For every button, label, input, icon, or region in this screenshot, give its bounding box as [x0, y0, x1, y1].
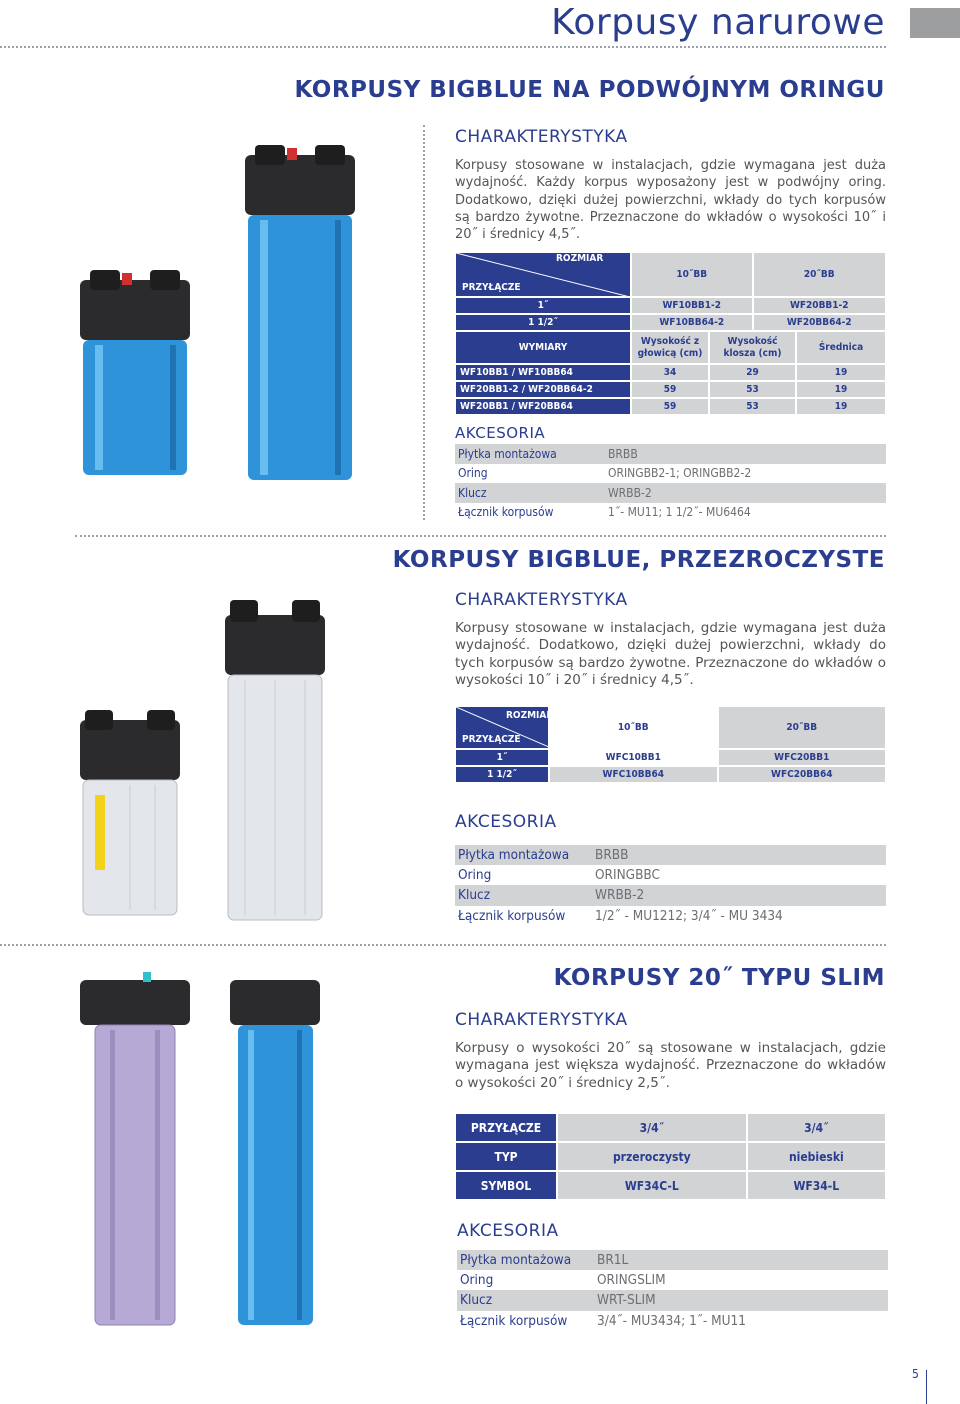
section1-spec-table: [454, 251, 887, 416]
dims-cell: 59: [632, 382, 708, 397]
table-cell: WF34C-L: [558, 1172, 746, 1199]
dims-header: Wysokość klosza (cm): [710, 332, 795, 363]
table-cell: WFC10BB1: [550, 750, 717, 765]
table-row-label: SYMBOL: [456, 1172, 556, 1199]
table-corner-cell: [456, 253, 630, 296]
accessory-label: Klucz: [458, 887, 491, 904]
clear-housing-10-icon: [80, 710, 180, 915]
accessory-value: WRBB-2: [595, 887, 645, 904]
table-col-header: 10˝BB: [550, 707, 717, 748]
accessory-value: ORINGBB2-1; ORINGBB2-2: [608, 466, 752, 481]
section2-description: Korpusy stosowane w instalacjach, gdzie wymagana jest duża wydajność. Dodatkowo, dzięki dużej powierzchni, wkłady do tych korpusów są bardzo żywotne. Przeznaczone do wkładów o wysokości 10˝ i 20˝ i średnicy 4,5˝.: [455, 620, 886, 688]
dims-header: Wysokość z głowicą (cm): [632, 332, 708, 363]
section1-vertical-divider: [423, 125, 425, 520]
accessory-value: WRBB-2: [608, 485, 652, 500]
section1-char-heading: CHARAKTERYSTYKA: [455, 127, 628, 147]
accessory-row: [457, 1270, 888, 1290]
accessory-label: Płytka montażowa: [458, 847, 570, 864]
accessory-row: [455, 444, 886, 464]
dims-cell: 59: [632, 399, 708, 414]
accessory-label: Łącznik korpusów: [458, 505, 554, 520]
accessory-row: [457, 1290, 888, 1310]
dims-header: Średnica: [797, 332, 885, 363]
accessory-label: Łącznik korpusów: [460, 1312, 568, 1329]
dims-row-label: WF20BB1-2 / WF20BB64-2: [456, 382, 630, 397]
table-cell: WFC20BB64: [719, 767, 886, 782]
title-accent-box: [910, 8, 960, 38]
accessory-row: [455, 906, 886, 926]
table-row-label: 1 1/2˝: [456, 315, 630, 330]
section2-char-heading: CHARAKTERYSTYKA: [455, 590, 628, 610]
table-cell: WF10BB64-2: [632, 315, 752, 330]
page-title: Korpusy narurowe: [551, 2, 885, 43]
accessory-value: 3/4˝- MU3434; 1˝- MU11: [597, 1312, 746, 1329]
accessory-row: [455, 885, 886, 905]
accessory-label: Klucz: [460, 1292, 493, 1309]
blue-housing-20-icon: [245, 145, 355, 480]
accessory-row: [457, 1311, 888, 1331]
table-corner-cell: [456, 707, 554, 748]
section1-acc-heading: AKCESORIA: [455, 424, 546, 442]
accessory-row: [455, 865, 886, 885]
section3-char-heading: CHARAKTERYSTYKA: [455, 1010, 628, 1030]
accessory-row: [455, 845, 886, 865]
table-row-label: PRZYŁĄCZE: [456, 1114, 556, 1141]
accessory-row: [455, 464, 886, 484]
accessory-value: ORINGBBC: [595, 867, 660, 884]
corner-bottom-label: PRZYŁĄCZE: [462, 734, 521, 745]
accessory-label: Płytka montażowa: [460, 1252, 572, 1269]
table-cell: WF20BB64-2: [754, 315, 886, 330]
table-col-header: 20˝BB: [719, 707, 886, 748]
table-cell: przeroczysty: [558, 1143, 746, 1170]
accessory-row: [455, 483, 886, 503]
dims-cell: 34: [632, 365, 708, 380]
accessory-label: Oring: [458, 867, 492, 884]
table-row-label: 1 1/2˝: [456, 767, 548, 782]
table-row-label: TYP: [456, 1143, 556, 1170]
accessory-value: BRBB: [608, 446, 638, 461]
accessory-label: Płytka montażowa: [458, 446, 557, 461]
corner-top-label: ROZMIAR: [556, 253, 604, 264]
accessory-value: 1˝- MU11; 1 1/2˝- MU6464: [608, 505, 751, 520]
table-cell: 3/4˝: [558, 1114, 746, 1141]
table-cell: 3/4˝: [748, 1114, 885, 1141]
page-number-rule: [926, 1370, 927, 1404]
accessory-row: [457, 1250, 888, 1270]
blue-housing-10-icon: [80, 270, 190, 475]
slim-housings-image: [75, 970, 325, 1335]
section3-title: KORPUSY 20˝ TYPU SLIM: [553, 965, 885, 991]
table-col-header: 20˝BB: [754, 253, 886, 296]
section-divider: [75, 535, 886, 537]
table-cell: WFC20BB1: [719, 750, 886, 765]
section3-acc-heading: AKCESORIA: [457, 1221, 559, 1241]
section3-accessories: [457, 1250, 888, 1331]
section2-title: KORPUSY BIGBLUE, PRZEZROCZYSTE: [392, 547, 885, 573]
section1-accessories: [455, 444, 886, 522]
table-row-label: 1˝: [456, 750, 548, 765]
accessory-value: BR1L: [597, 1252, 629, 1269]
clear-housings-image: [75, 595, 335, 925]
section1-description: Korpusy stosowane w instalacjach, gdzie wymagana jest duża wydajność. Każdy korpus wyposażony jest w podwójny oring. Dodatkowo, dzięki dużej powierzchni, wkłady do tych korpusów są bardzo żywotne. Przeznaczone do wkładów o wysokości 10˝ i 20˝ i średnicy 4,5˝.: [455, 158, 886, 243]
clear-housing-20-icon: [225, 600, 325, 920]
section2-acc-heading: AKCESORIA: [455, 812, 557, 832]
table-cell: WF34-L: [748, 1172, 885, 1199]
section2-spec-table: [454, 705, 887, 784]
section2-accessories: [455, 845, 886, 926]
header-divider: [0, 46, 886, 48]
dims-row-label: WF20BB1 / WF20BB64: [456, 399, 630, 414]
table-cell: niebieski: [748, 1143, 885, 1170]
accessory-value: 1/2˝ - MU1212; 3/4˝ - MU 3434: [595, 907, 783, 924]
dims-cell: 53: [710, 382, 795, 397]
table-row-label: 1˝: [456, 298, 630, 313]
section1-title: KORPUSY BIGBLUE NA PODWÓJNYM ORINGU: [294, 77, 885, 103]
accessory-value: BRBB: [595, 847, 629, 864]
accessory-label: Klucz: [458, 485, 487, 500]
accessory-label: Łącznik korpusów: [458, 907, 566, 924]
dims-cell: 53: [710, 399, 795, 414]
section-divider: [0, 944, 886, 946]
accessory-label: Oring: [458, 466, 488, 481]
page-number: 5: [912, 1367, 919, 1381]
table-cell: WF20BB1-2: [754, 298, 886, 313]
section3-spec-table: [454, 1112, 887, 1201]
blue-slim-housing-icon: [230, 980, 320, 1325]
accessory-label: Oring: [460, 1272, 494, 1289]
section3-description: Korpusy o wysokości 20˝ są stosowane w instalacjach, gdzie wymagana jest większa wydajność. Przeznaczone do wkładów o wysokości 20˝ i średnicy 2,5˝.: [455, 1040, 886, 1091]
dims-cell: 19: [797, 365, 885, 380]
dims-cell: 29: [710, 365, 795, 380]
bigblue-housings-image: [75, 140, 375, 485]
accessory-value: ORINGSLIM: [597, 1272, 666, 1289]
accessory-value: WRT-SLIM: [597, 1292, 656, 1309]
dims-row-label: WF10BB1 / WF10BB64: [456, 365, 630, 380]
dims-cell: 19: [797, 399, 885, 414]
dims-label: WYMIARY: [456, 332, 630, 363]
table-cell: WF10BB1-2: [632, 298, 752, 313]
accessory-row: [455, 503, 886, 523]
corner-top-label: ROZMIAR: [506, 710, 554, 721]
table-cell: WFC10BB64: [550, 767, 717, 782]
dims-cell: 19: [797, 382, 885, 397]
purple-housing-icon: [80, 972, 190, 1325]
corner-bottom-label: PRZYŁĄCZE: [462, 282, 521, 293]
table-col-header: 10˝BB: [632, 253, 752, 296]
